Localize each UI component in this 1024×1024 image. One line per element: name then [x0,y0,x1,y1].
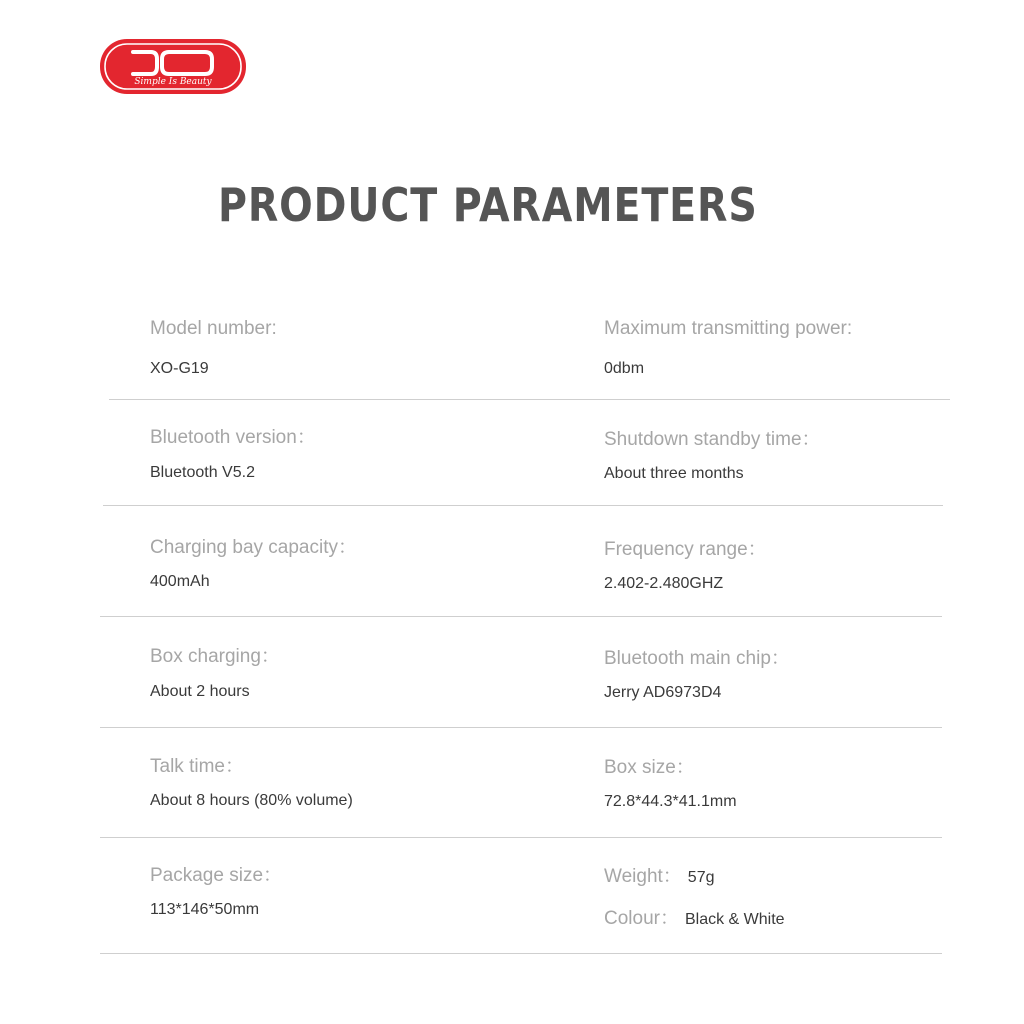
weight-row [604,861,715,888]
colour-value: Black & White [684,911,785,928]
package-size-label: Package size： [150,865,283,886]
talk-time-value: About 8 hours (80% volume) [150,792,353,809]
svg-text:Simple Is Beauty: Simple Is Beauty [134,77,212,87]
talk-time-label: Talk time： [150,756,244,777]
row-divider [100,727,942,728]
charging-bay-capacity-value: 400mAh [150,573,210,590]
package-size-value: 113*146*50mm [150,901,260,918]
model-number-label: Model number: [150,318,277,339]
bluetooth-main-chip-label: Bluetooth main chip： [604,648,790,669]
row-divider [100,953,942,954]
xo-logo-icon [99,38,247,95]
max-transmitting-power-label: Maximum transmitting power: [604,318,853,339]
frequency-range-label: Frequency range： [604,539,767,560]
row-divider [103,505,943,506]
page-title: PRODUCT PARAMETERS [218,178,758,232]
frequency-range-value: 2.402-2.480GHZ [604,575,724,592]
charging-bay-capacity-label: Charging bay capacity： [150,537,357,558]
model-number-value: XO-G19 [150,360,209,377]
box-charging-value: About 2 hours [150,683,250,700]
standby-time-value: About three months [604,465,744,482]
row-divider [100,837,942,838]
standby-time-label: Shutdown standby time： [604,429,821,450]
bluetooth-main-chip-value: Jerry AD6973D4 [604,684,722,701]
row-divider [109,399,950,400]
brand-logo [99,38,247,95]
row-divider [100,616,942,617]
colour-label: Colour： [604,908,679,929]
bluetooth-version-label: Bluetooth version： [150,427,316,448]
max-transmitting-power-value: 0dbm [604,360,645,377]
weight-value: 57g [687,869,715,886]
colour-row [604,903,785,930]
box-size-label: Box size： [604,757,695,778]
bluetooth-version-value: Bluetooth V5.2 [150,464,255,481]
weight-label: Weight： [604,866,682,887]
box-charging-label: Box charging： [150,646,280,667]
box-size-value: 72.8*44.3*41.1mm [604,793,737,810]
